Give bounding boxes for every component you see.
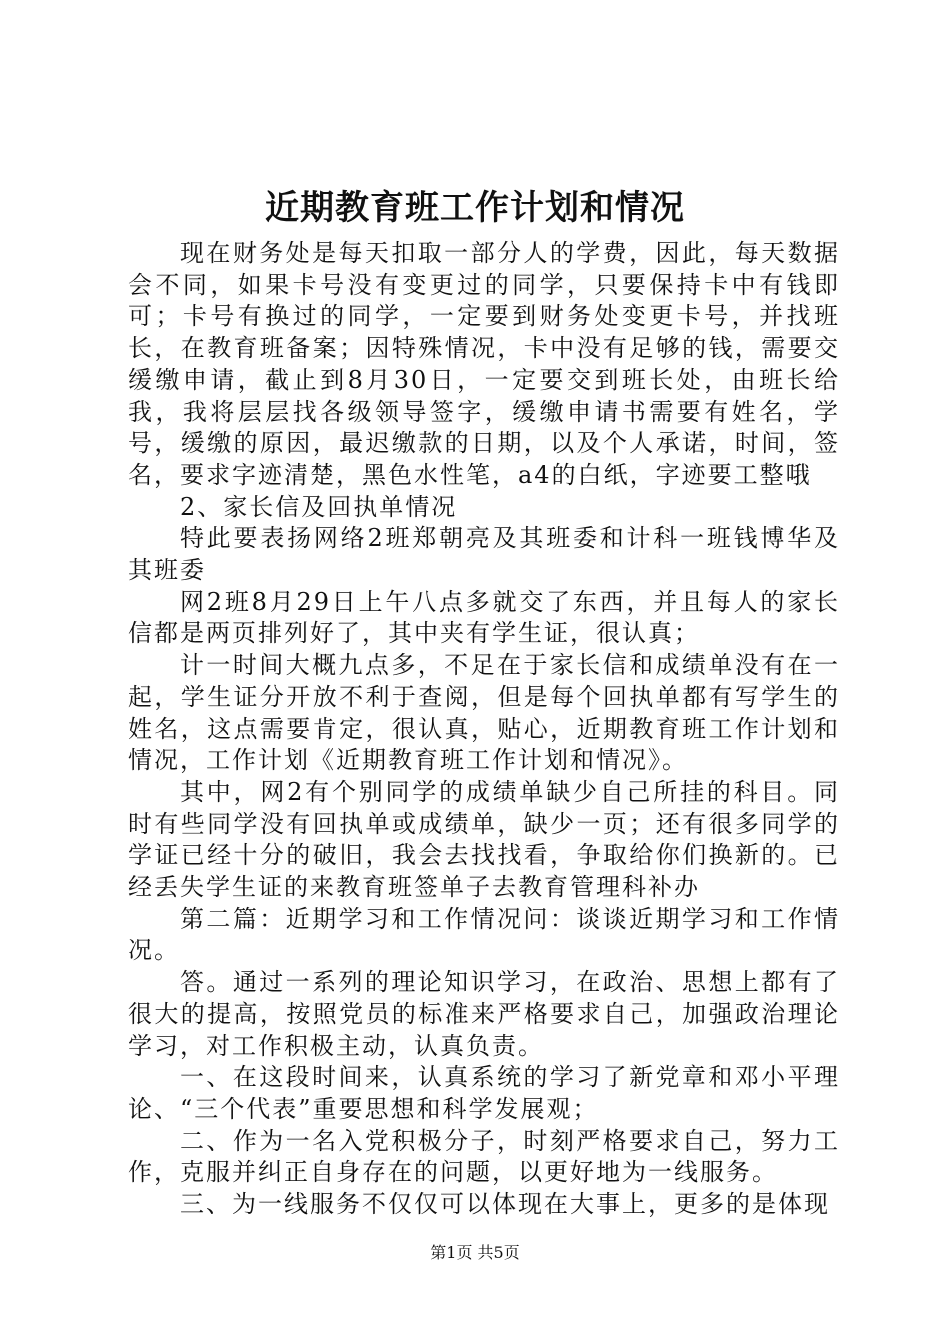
page-number-footer: 第1页 共5页 [430,1243,520,1262]
paragraph: 2、家长信及回执单情况 [180,492,458,521]
paragraph: 第二篇：近期学习和工作情况问：谈谈近期学习和工作情况。 [128,904,840,965]
paragraph: 一、在这段时间来，认真系统的学习了新党章和邓小平理论、“三个代表”重要思想和科学发展观； [128,1063,840,1123]
document-title: 近期教育班工作计划和情况 [265,188,685,228]
paragraph: 网2班8月29日上午八点多就交了东西，并且每人的家长信都是两页排列好了，其中夹有学生证，很认真； [128,587,840,648]
paragraph: 二、作为一名入党积极分子，时刻严格要求自己，努力工作，克服并纠正自身存在的问题，以更好地为一线服务。 [128,1126,840,1187]
paragraph: 计一时间大概九点多，不足在于家长信和成绩单没有在一起，学生证分开放不利于查阅，但是每个回执单都有写学生的姓名，这点需要肯定，很认真，贴心，近期教育班工作计划和情况，工作计划《近期教育班工作计划和情况》。 [128,651,840,775]
document-body [128,238,840,1221]
paragraph: 特此要表扬网络2班郑朝亮及其班委和计科一班钱博华及其班委 [128,524,840,585]
paragraph: 其中，网2有个别同学的成绩单缺少自己所挂的科目。同时有些同学没有回执单或成绩单，缺少一页；还有很多同学的学证已经十分的破旧，我会去找找看，争取给你们换新的。已经丢失学生证的来教育班签单子去教育管理科补办 [128,777,840,902]
paragraph: 三、为一线服务不仅仅可以体现在大事上，更多的是体现 [180,1190,830,1219]
paragraph: 现在财务处是每天扣取一部分人的学费，因此，每天数据会不同，如果卡号没有变更过的同学，只要保持卡中有钱即可；卡号有换过的同学，一定要到财务处变更卡号，并找班长，在教育班备案；因特殊情况，卡中没有足够的钱，需要交缓缴申请，截止到8月30日，一定要交到班长处，由班长给我，我将层层找各级领导签字，缓缴申请书需要有姓名，学号，缓缴的原因，最迟缴款的日期，以及个人承诺，时间，签名，要求字迹清楚，黑色水性笔，a4的白纸，字迹要工整哦 [128,239,840,489]
paragraph: 答。通过一系列的理论知识学习，在政治、思想上都有了很大的提高，按照党员的标准来严格要求自己，加强政治理论学习，对工作积极主动，认真负责。 [128,968,840,1060]
